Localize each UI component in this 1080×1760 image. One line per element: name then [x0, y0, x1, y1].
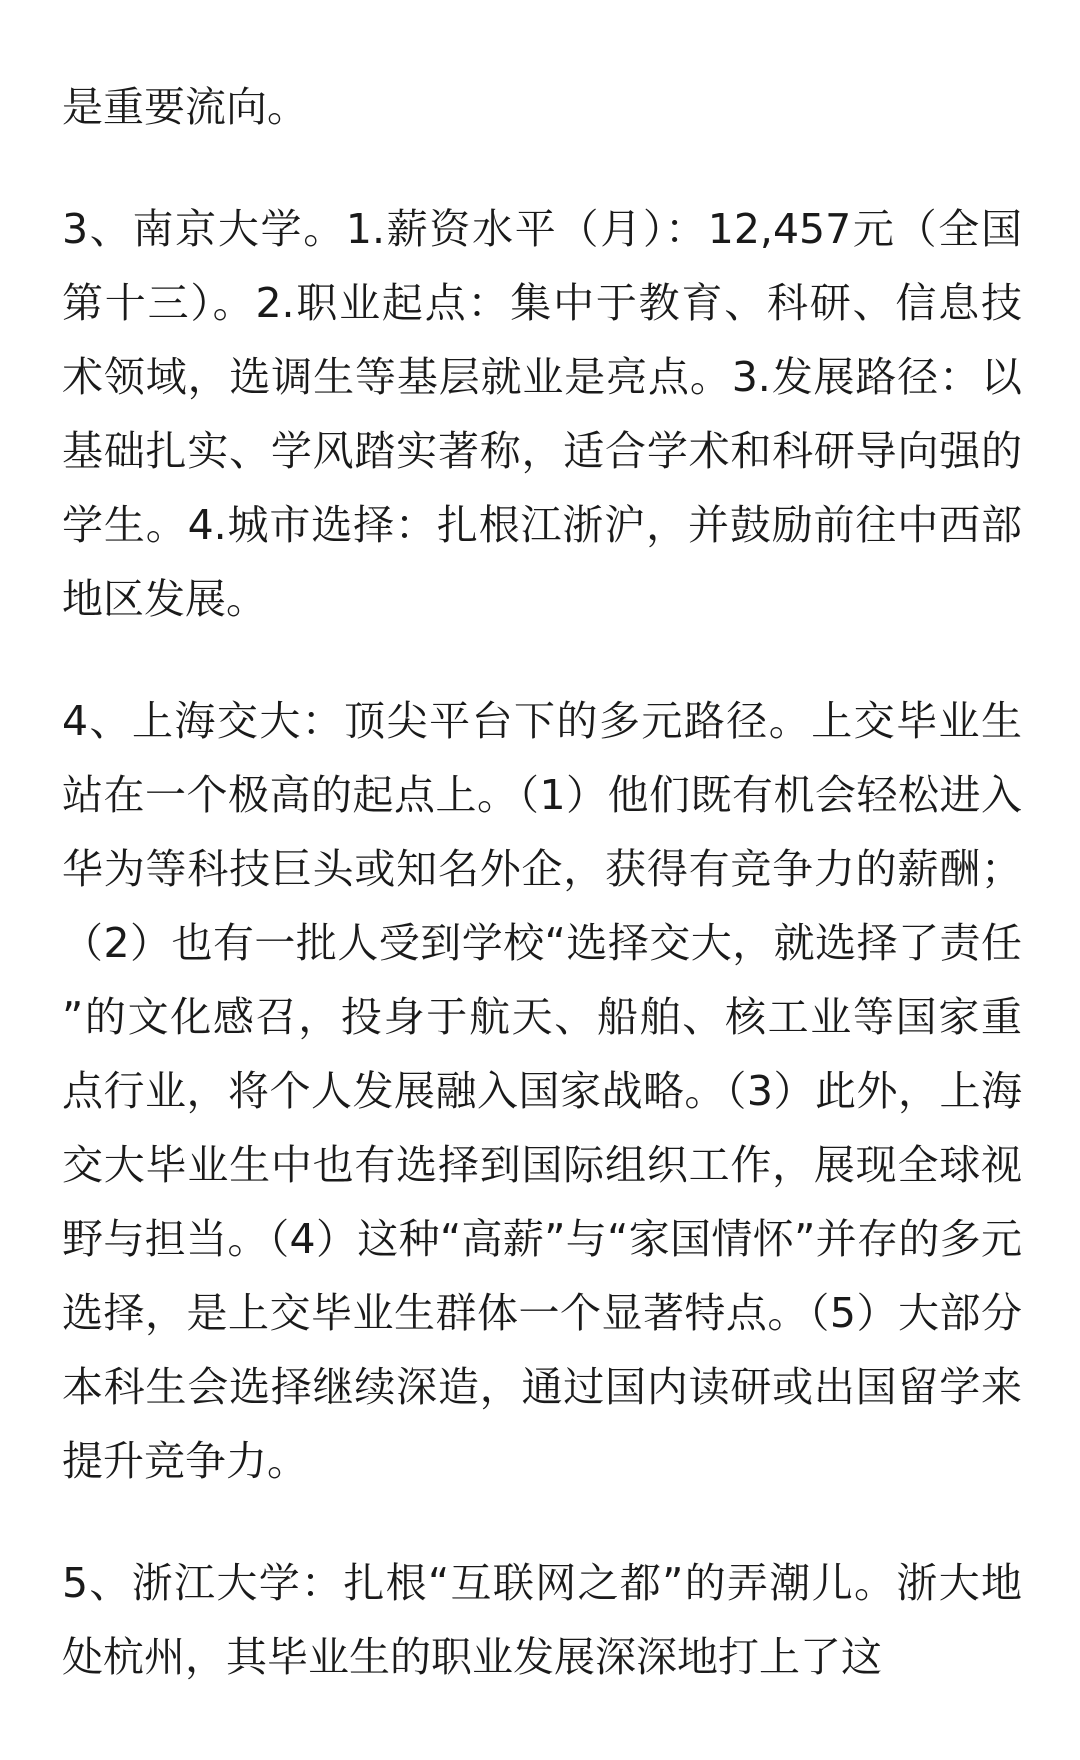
paragraph-nanjing-university: 3、南京大学。1.薪资水平（月）：12,457元（全国第十三）。2.职业起点：集中于教育、科研、信息技术领域，选调生等基层就业是亮点。3.发展路径：以基础扎实、学风踏实著称，适合学术和科研导向强的学生。4.城市选择：扎根江浙沪，并鼓励前往中西部地区发展。: [62, 205, 1022, 623]
article-body: [62, 70, 1022, 1742]
paragraph-zhejiang-university: 5、浙江大学：扎根“互联网之都”的弄潮儿。浙大地处杭州，其毕业生的职业发展深深地打上了这: [62, 1559, 1022, 1681]
paragraph-intro-tail: 是重要流向。: [62, 83, 308, 131]
paragraph-shanghai-jiao-tong: 4、上海交大：顶尖平台下的多元路径。上交毕业生站在一个极高的起点上。（1）他们既有机会轻松进入华为等科技巨头或知名外企，获得有竞争力的薪酬；（2）也有一批人受到学校“选择交大，就选择了责任”的文化感召，投身于航天、船舶、核工业等国家重点行业，将个人发展融入国家战略。（3）此外，上海交大毕业生中也有选择到国际组织工作，展现全球视野与担当。（4）这种“高薪”与“家国情怀”并存的多元选择，是上交毕业生群体一个显著特点。（5）大部分本科生会选择继续深造，通过国内读研或出国留学来提升竞争力。: [62, 697, 1022, 1485]
